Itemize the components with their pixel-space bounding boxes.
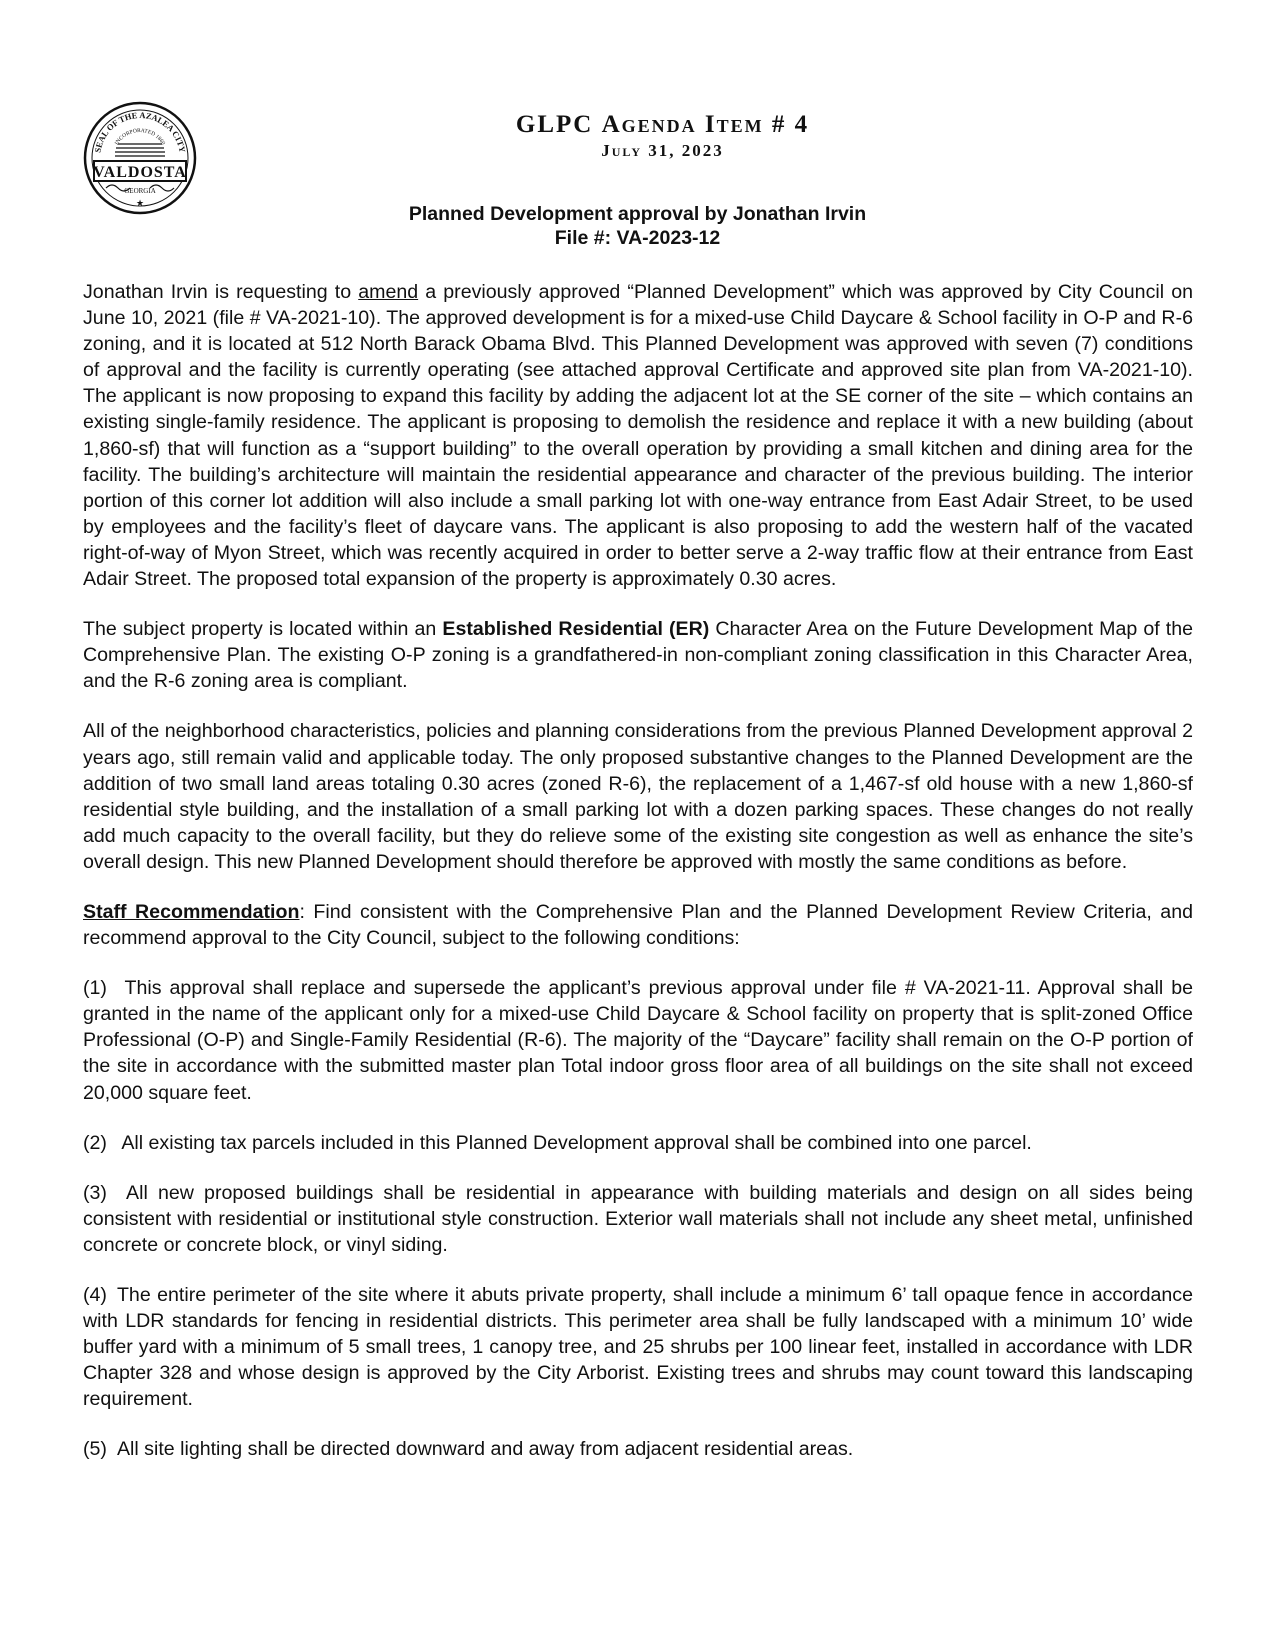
title-number: # 4 (771, 111, 810, 138)
title-item: Item (704, 111, 764, 138)
subheading (0, 202, 1275, 250)
svg-text:GEORGIA: GEORGIA (124, 187, 156, 195)
condition-5: (5) All site lighting shall be directed downward and away from adjacent residential areas. (83, 1438, 854, 1461)
svg-text:VALDOSTA: VALDOSTA (93, 164, 187, 181)
paragraph-considerations: All of the neighborhood characteristics, policies and planning considerations from the previous Planned Development approval 2 years ago, still remain valid and applicable today. The only proposed substantive changes to the Planned Development are the addition of two small land areas totaling 0.30 acres (zoned R-6), the replacement of a 1,467-sf old house with a new 1,860-sf residential style building, and the installation of a small parking lot with a dozen parking spaces. These changes do not really add much capacity to the overall facility, but they do relieve some of the existing site congestion as well as enhance the site’s overall design. This new Planned Development should therefore be approved with mostly the same conditions as before. (83, 720, 1193, 873)
title-prefix: GLPC (515, 111, 602, 138)
svg-text:SEAL OF THE AZALEA CITY: SEAL OF THE AZALEA CITY (92, 109, 188, 154)
title-agenda: Agenda (601, 111, 697, 138)
amend-emphasis: amend (358, 281, 419, 303)
condition-2: (2) All existing tax parcels included in this Planned Development approval shall be combined into one parcel. (83, 1131, 1032, 1154)
paragraph-request: Jonathan Irvin is requesting to amend a previously approved “Planned Development” which was approved by City Council on June 10, 2021 (file # VA-2021-10). The approved development is for a mixed-use Child Daycare & School facility in O-P and R-6 zoning, and it is located at 512 North Barack Obama Blvd. This Planned Development was approved with seven (7) conditions of approval and the facility is currently operating (see attached approval Certificate and approved site plan from VA-2021-10). The applicant is now proposing to expand this facility by adding the adjacent lot at the SE corner of the site – which contains an existing single-family residence. The applicant is proposing to demolish the residence and replace it with a new building (about 1,860-sf) that will function as a “support building” to the overall operation by providing a small kitchen and dining area for the facility. The building’s architecture will maintain the residential appearance and character of the previous building. The interior portion of this corner lot addition will also include a small parking lot with one-way entrance from East Adair Street, to be used by employees and the facility’s fleet of daycare vans. The applicant is also proposing to add the western half of the vacated right-of-way of Myon Street, which was recently acquired in order to better serve a 2-way traffic flow at their entrance from East Adair Street. The proposed total expansion of the property is approximately 0.30 acres. (83, 281, 1193, 591)
condition-1: (1) This approval shall replace and supersede the applicant’s previous approval under file # VA-2021-11. Approval shall be granted in the name of the applicant only for a mixed-use Child Daycare & School facility on property that is split-zoned Office Professional (O-P) and Single-Family Residential (R-6). The majority of the “Daycare” facility shall remain on the O-P portion of the site in accordance with the submitted master plan Total indoor gross floor area of all buildings on the site shall not exceed 20,000 square feet. (83, 977, 1193, 1104)
character-area-name: Established Residential (ER) (442, 618, 710, 641)
paragraph-character-area: The subject property is located within an Established Residential (ER) Character Area on the Future Development Map of the Comprehensive Plan. The existing O-P zoning is a grandfathered-in non-compliant zoning classification in this Character Area, and the R-6 zoning area is compliant. (83, 618, 1193, 693)
subheading-title: Planned Development approval by Jonathan Irvin (408, 203, 867, 225)
svg-text:INCORPORATED 1860: INCORPORATED 1860 (113, 127, 167, 147)
agenda-header (0, 111, 1275, 161)
condition-4: (4) The entire perimeter of the site where it abuts private property, shall include a minimum 6’ tall opaque fence in accordance with LDR standards for fencing in residential districts. This perimeter area shall be fully landscaped with a minimum 10’ wide buffer yard with a minimum of 5 small trees, 1 canopy tree, and 25 shrubs per 100 linear feet, installed in accordance with LDR Chapter 328 and whose design is approved by the City Arborist. Existing trees and shrubs may count toward this landscaping requirement. (83, 1284, 1193, 1411)
staff-recommendation: Staff Recommendation: Find consistent with the Comprehensive Plan and the Planned Development Review Criteria, and recommend approval to the City Council, subject to the following conditions: (83, 900, 1193, 950)
agenda-item-title (50, 111, 1275, 139)
svg-text:★: ★ (135, 199, 145, 209)
condition-3: (3) All new proposed buildings shall be residential in appearance with building materials and design on all sides being consistent with residential or institutional style construction. Exterior wall materials shall not include any sheet metal, unfinished concrete or concrete block, or vinyl siding. (83, 1181, 1193, 1256)
file-number: File #: VA-2023-12 (554, 227, 721, 249)
staff-recommendation-label: Staff Recommendation (83, 900, 300, 923)
document-body (83, 279, 1193, 1487)
agenda-date: July 31, 2023 (601, 141, 724, 160)
